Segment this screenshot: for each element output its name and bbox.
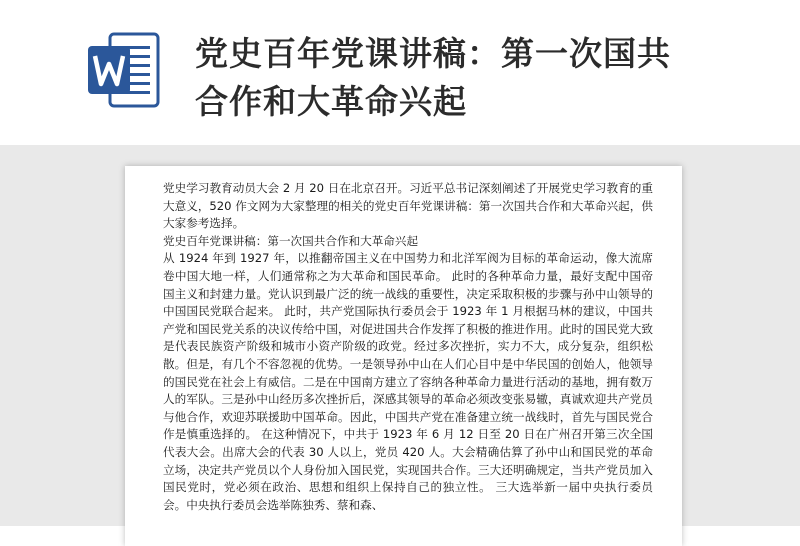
intro-paragraph: 党史学习教育动员大会 2 月 20 日在北京召开。习近平总书记深刻阐述了开展党史学习教育的重大意义，520 作文网为大家整理的相关的党史百年党课讲稿：第一次国共合作和大革命兴起，供大家参考选择。 — [163, 181, 653, 231]
document-body — [163, 180, 653, 514]
word-document-icon — [84, 30, 164, 110]
body-paragraph: 从 1924 年到 1927 年，以推翻帝国主义在中国势力和北洋军阀为目标的革命运动，像大流席卷中国大地一样，人们通常称之为大革命和国民革命。 此时的各种革命力量，最好支配中国帝国主义和封建力量。党认识到最广泛的统一战线的重要性，决定采取积极的步骤与孙中山领导的中国国民党联合起来。 此时，共产党国际执行委员会于 1923 年 1 月根据马林的建议，中国共产党和国民党关系的决议传给中国，对促进国共合作发挥了积极的推进作用。此时的国民党大致是代表民族资产阶级和城市小资产阶级的政党。经过多次挫折，实力不大，成分复杂，组织松散。但是，有几个不容忽视的优势。一是领导孙中山在人们心目中是中华民国的创始人，他领导的国民党在社会上有威信。二是在中国南方建立了容纳各种革命力量进行活动的基地，拥有数万人的军队。三是孙中山经历多次挫折后，深感其领导的革命必须改变张易辙，真诚欢迎共产党员与他合作，欢迎苏联援助中国革命。因此，中国共产党在准备建立统一战线时，首先与国民党合作是慎重选择的。 在这种情况下，中共于 1923 年 6 月 12 日至 20 日在广州召开第三次全国代表大会。出席大会的代表 30 人以上，党员 420 人。大会精确估算了孙中山和国民党的革命立场，决定共产党员以个人身份加入国民党，实现国共合作。三大还明确规定，当共产党员加入国民党时，党必须在政治、思想和组织上保持自己的独立性。 三大选举新一届中央执行委员会。中央执行委员会选举陈独秀、蔡和森、 — [163, 251, 653, 512]
document-title — [195, 30, 775, 126]
title-line-1: 党史百年党课讲稿：第一次国共 — [195, 34, 671, 73]
document-preview-header — [0, 0, 800, 145]
title-line-2: 合作和大革命兴起 — [195, 82, 467, 121]
section-heading: 党史百年党课讲稿：第一次国共合作和大革命兴起 — [163, 233, 419, 248]
